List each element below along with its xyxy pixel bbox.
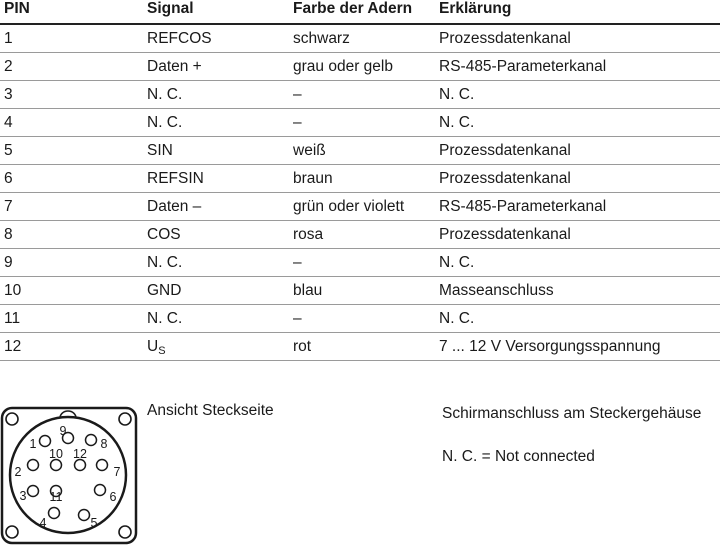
table-row: [0, 333, 720, 361]
cell-pin: 6: [0, 165, 143, 193]
shield-note: Schirmanschluss am Steckergehäuse: [442, 405, 702, 422]
cell-explanation: N. C.: [435, 249, 720, 277]
cell-wire-color: grau oder gelb: [289, 53, 435, 81]
cell-explanation: RS-485-Parameterkanal: [435, 193, 720, 221]
cell-explanation: N. C.: [435, 109, 720, 137]
cell-explanation: 7 ... 12 V Versorgungsspannung: [435, 333, 720, 361]
cell-wire-color: blau: [289, 277, 435, 305]
connector-pin: [75, 460, 86, 471]
connector-pin: [86, 435, 97, 446]
cell-signal: [143, 24, 289, 53]
cell-wire-color: rosa: [289, 221, 435, 249]
connector-pin: [49, 508, 60, 519]
connector-pin: [79, 510, 90, 521]
cell-explanation: Prozessdatenkanal: [435, 221, 720, 249]
cell-signal: [143, 305, 289, 333]
table-row: [0, 249, 720, 277]
cell-signal: [143, 53, 289, 81]
cell-explanation: Prozessdatenkanal: [435, 24, 720, 53]
table-row: [0, 305, 720, 333]
cell-pin: 8: [0, 221, 143, 249]
cell-explanation: N. C.: [435, 81, 720, 109]
table-row: [0, 165, 720, 193]
cell-explanation: RS-485-Parameterkanal: [435, 53, 720, 81]
signal-name: N. C.: [147, 113, 183, 131]
cell-wire-color: –: [289, 305, 435, 333]
cell-wire-color: –: [289, 249, 435, 277]
cell-explanation: N. C.: [435, 305, 720, 333]
cell-wire-color: weiß: [289, 137, 435, 165]
cell-signal: [143, 81, 289, 109]
connector-pin: [51, 460, 62, 471]
cell-signal: [143, 249, 289, 277]
cell-explanation: Prozessdatenkanal: [435, 165, 720, 193]
cell-signal: [143, 277, 289, 305]
connector-pin-label: 11: [49, 490, 63, 504]
connector-pin-label: 6: [109, 490, 117, 504]
connector-pin-label: 10: [49, 447, 63, 461]
cell-signal: [143, 193, 289, 221]
header-pin: PIN: [0, 0, 143, 24]
signal-name: N. C.: [147, 85, 183, 103]
signal-name: Daten +: [147, 57, 202, 75]
table-row: [0, 81, 720, 109]
signal-name: N. C.: [147, 309, 183, 327]
table-row: [0, 221, 720, 249]
signal-name: U: [147, 337, 159, 355]
cell-pin: 12: [0, 333, 143, 361]
cell-pin: 7: [0, 193, 143, 221]
cell-wire-color: braun: [289, 165, 435, 193]
table-row: [0, 277, 720, 305]
table-row: [0, 24, 720, 53]
cell-wire-color: rot: [289, 333, 435, 361]
signal-name: REFCOS: [147, 29, 212, 47]
header-wire-color: Farbe der Adern: [289, 0, 435, 24]
table-row: [0, 53, 720, 81]
signal-subscript: S: [158, 344, 166, 357]
connector-pin: [28, 460, 39, 471]
table-header-row: [0, 0, 720, 24]
nc-note: N. C. = Not connected: [442, 448, 595, 465]
connector-pin-label: 3: [19, 489, 27, 503]
table-row: [0, 193, 720, 221]
cell-pin: 1: [0, 24, 143, 53]
cell-signal: [143, 221, 289, 249]
table-row: [0, 137, 720, 165]
header-explanation: Erklärung: [435, 0, 720, 24]
signal-name: REFSIN: [147, 169, 204, 187]
connector-pin-label: 1: [29, 437, 37, 451]
cell-wire-color: grün oder violett: [289, 193, 435, 221]
cell-pin: 5: [0, 137, 143, 165]
table-row: [0, 109, 720, 137]
cell-signal: [143, 137, 289, 165]
cell-wire-color: schwarz: [289, 24, 435, 53]
connector-pin: [95, 485, 106, 496]
cell-signal: [143, 165, 289, 193]
cell-signal: [143, 333, 289, 361]
connector-pin-label: 4: [39, 516, 47, 530]
connector-pin-label: 2: [14, 465, 22, 479]
cell-explanation: Masseanschluss: [435, 277, 720, 305]
connector-pin: [40, 436, 51, 447]
signal-name: SIN: [147, 141, 173, 159]
connector-pin-label: 7: [113, 465, 121, 479]
header-signal: Signal: [143, 0, 289, 24]
cell-pin: 10: [0, 277, 143, 305]
cell-pin: 4: [0, 109, 143, 137]
cell-pin: 2: [0, 53, 143, 81]
signal-name: Daten –: [147, 197, 202, 215]
connector-pin-label: 5: [90, 516, 98, 530]
cell-pin: 9: [0, 249, 143, 277]
cell-pin: 11: [0, 305, 143, 333]
cell-pin: 3: [0, 81, 143, 109]
cell-signal: [143, 109, 289, 137]
connector-caption: Ansicht Steckseite: [147, 402, 274, 419]
connector-pin-label: 9: [59, 424, 67, 438]
cell-wire-color: –: [289, 81, 435, 109]
cell-explanation: Prozessdatenkanal: [435, 137, 720, 165]
connector-pin-label: 12: [73, 447, 87, 461]
connector-pin: [97, 460, 108, 471]
signal-name: GND: [147, 281, 182, 299]
connector-diagram: [0, 405, 140, 546]
connector-pin-label: 8: [100, 437, 108, 451]
signal-name: N. C.: [147, 253, 183, 271]
connector-pin: [28, 486, 39, 497]
signal-name: COS: [147, 225, 181, 243]
cell-wire-color: –: [289, 109, 435, 137]
